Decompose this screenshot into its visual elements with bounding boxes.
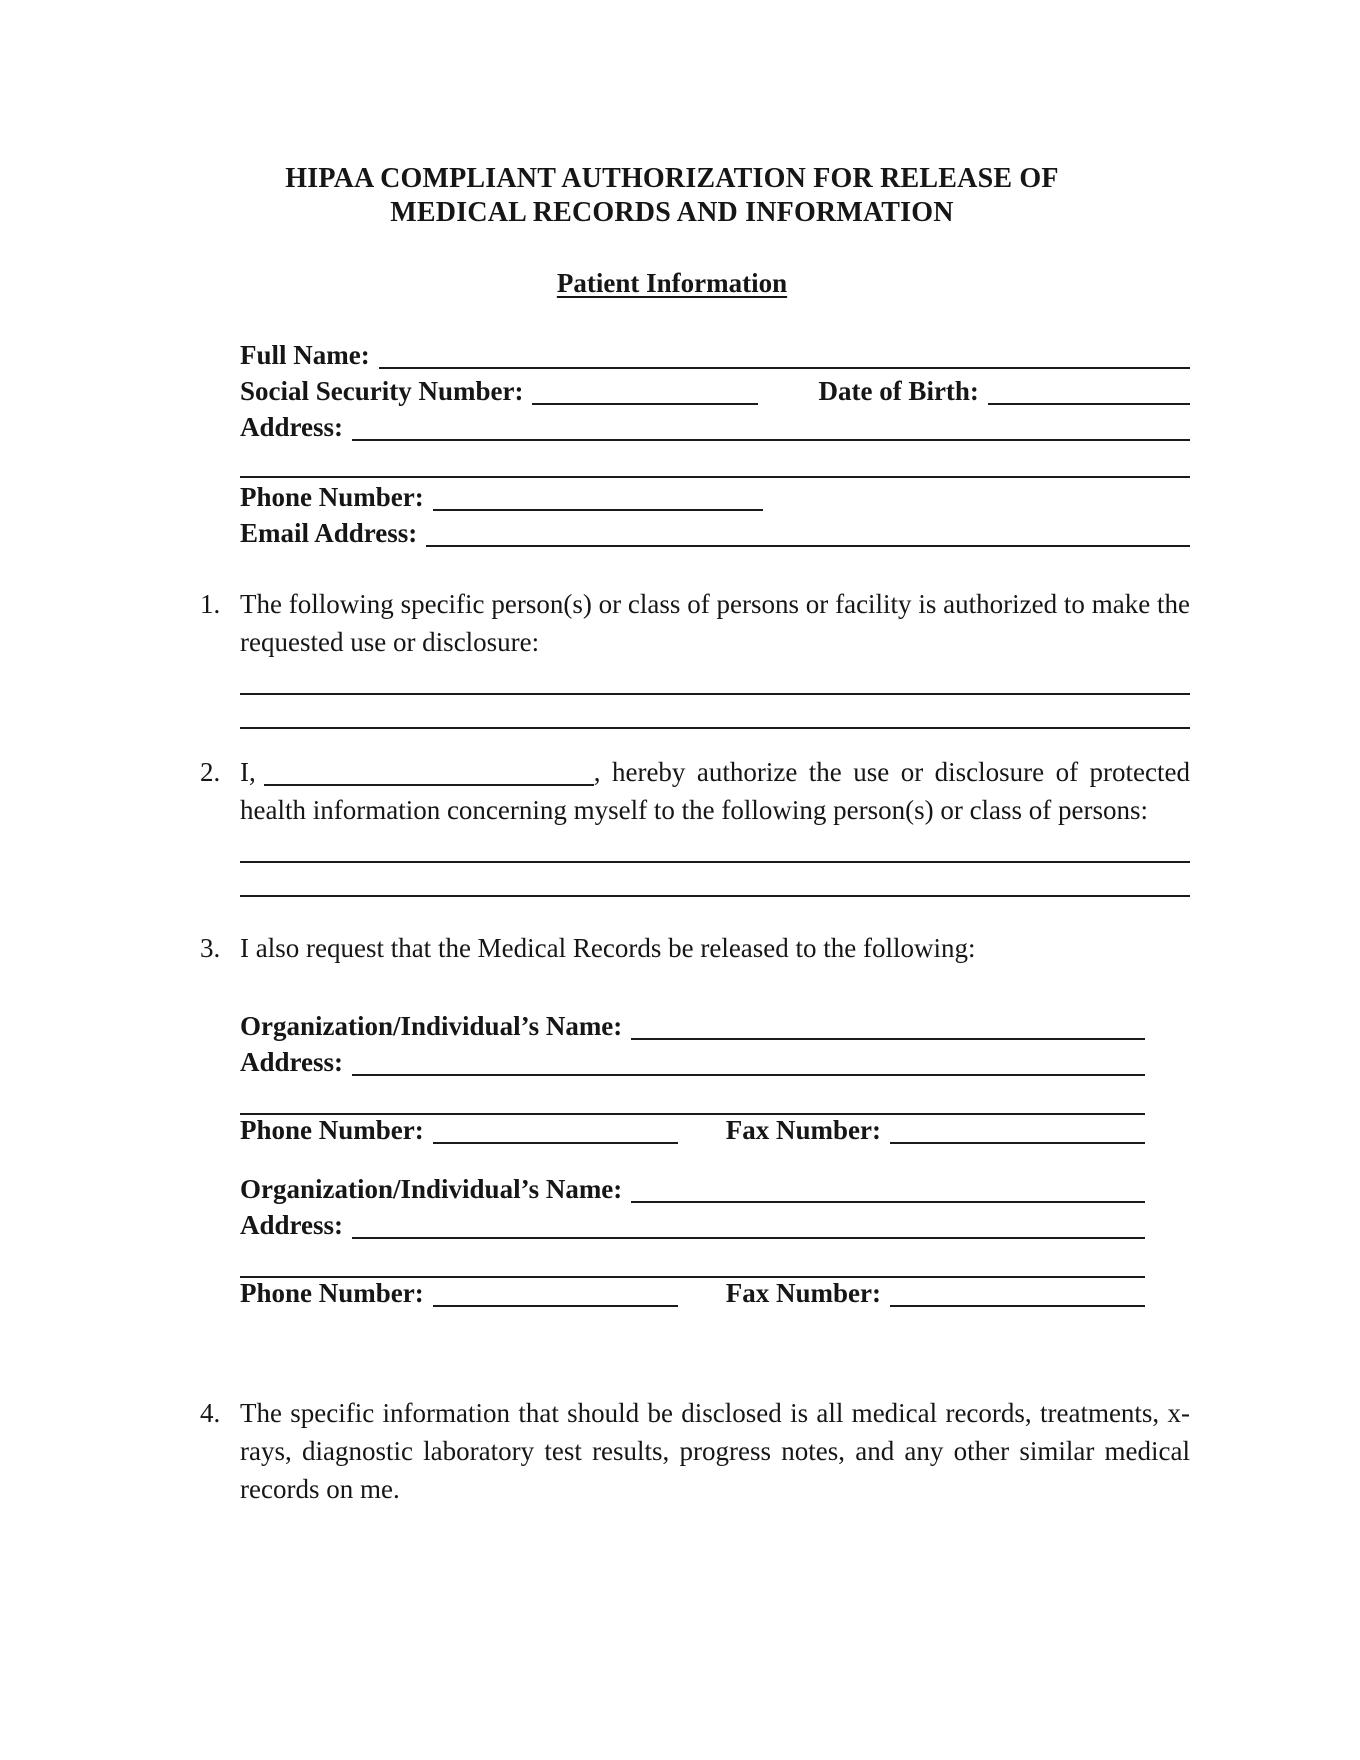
answer-line <box>240 661 1190 695</box>
list-item-4 <box>200 1394 1190 1508</box>
list-item-2 <box>200 753 1190 829</box>
item-2-answer-lines <box>240 829 1190 897</box>
address-row <box>240 412 1190 448</box>
title-line-2: MEDICAL RECORDS AND INFORMATION <box>390 197 954 228</box>
item-4-number: 4. <box>200 1398 221 1428</box>
full-name-blank-line <box>379 367 1190 369</box>
organization-name-row <box>240 1174 1145 1210</box>
email-label: Email Address: <box>240 518 418 548</box>
release-recipient-block-1 <box>240 1011 1145 1151</box>
recipient-phone-blank-line <box>433 1305 678 1307</box>
recipient-address-label: Address: <box>240 1210 344 1240</box>
item-3-text: I also request that the Medical Records be released to the following: <box>240 933 976 963</box>
recipient-phone-label: Phone Number: <box>240 1115 424 1145</box>
recipient-phone-blank-line <box>433 1142 678 1144</box>
ssn-dob-row <box>240 376 1190 412</box>
organization-name-label: Organization/Individual’s Name: <box>240 1174 623 1204</box>
item-4-text: The specific information that should be disclosed is all medical records, treatments, x-rays, diagnostic laboratory test results, progress notes, and any other similar medical records on me. <box>240 1398 1190 1504</box>
address-label: Address: <box>240 412 344 442</box>
full-name-row <box>240 340 1190 376</box>
recipient-address-blank-line <box>352 1074 1145 1076</box>
organization-name-label: Organization/Individual’s Name: <box>240 1011 623 1041</box>
organization-name-blank-line <box>631 1201 1145 1203</box>
phone-row <box>240 482 1190 518</box>
list-item-3 <box>200 929 1190 967</box>
address-blank-line <box>352 439 1190 441</box>
recipient-fax-label: Fax Number: <box>725 1115 881 1145</box>
recipient-phone-label: Phone Number: <box>240 1278 424 1308</box>
email-blank-line <box>426 545 1190 547</box>
item-2-number: 2. <box>200 757 221 787</box>
organization-name-blank-line <box>631 1038 1145 1040</box>
list-item-1 <box>200 585 1190 661</box>
recipient-fax-blank-line <box>890 1142 1145 1144</box>
title-line-1: HIPAA COMPLIANT AUTHORIZATION FOR RELEASE OF <box>285 163 1059 194</box>
phone-blank-line <box>433 509 763 511</box>
dob-label: Date of Birth: <box>818 376 979 406</box>
email-row <box>240 518 1190 554</box>
answer-line <box>240 829 1190 863</box>
recipient-address-label: Address: <box>240 1047 344 1077</box>
ssn-blank-line <box>532 403 758 405</box>
answer-line <box>240 863 1190 897</box>
item-3-number: 3. <box>200 933 221 963</box>
recipient-address-continuation-line <box>240 1246 1145 1278</box>
item-1-text: The following specific person(s) or class of persons or facility is authorized to make the requested use or disclosure: <box>240 589 1190 657</box>
recipient-address-row <box>240 1047 1145 1083</box>
recipient-address-row <box>240 1210 1145 1246</box>
patient-info-block <box>240 340 1190 554</box>
document-title <box>200 162 1144 230</box>
dob-blank-line <box>988 403 1190 405</box>
address-continuation-line <box>240 448 1190 478</box>
recipient-address-continuation-line <box>240 1083 1145 1115</box>
recipient-phone-fax-row <box>240 1278 1145 1314</box>
item-2-suffix: , hereby authorize the use or disclosure of protected health information concerning myself to the following person(s) or class of persons: <box>240 757 1190 825</box>
item-2-text <box>240 753 1190 829</box>
item-1-answer-lines <box>240 661 1190 729</box>
recipient-fax-label: Fax Number: <box>725 1278 881 1308</box>
release-recipient-block-2 <box>240 1174 1145 1314</box>
answer-line <box>240 695 1190 729</box>
item-1-number: 1. <box>200 589 221 619</box>
recipient-address-blank-line <box>352 1237 1145 1239</box>
section-heading-row <box>200 268 1144 298</box>
phone-label: Phone Number: <box>240 482 424 512</box>
item-2-prefix: I, <box>240 757 256 787</box>
ssn-label: Social Security Number: <box>240 376 524 406</box>
section-heading-patient-information: Patient Information <box>556 268 788 298</box>
full-name-label: Full Name: <box>240 340 370 370</box>
recipient-fax-blank-line <box>890 1305 1145 1307</box>
recipient-phone-fax-row <box>240 1115 1145 1151</box>
organization-name-row <box>240 1011 1145 1047</box>
item-2-name-blank-line <box>264 784 594 786</box>
